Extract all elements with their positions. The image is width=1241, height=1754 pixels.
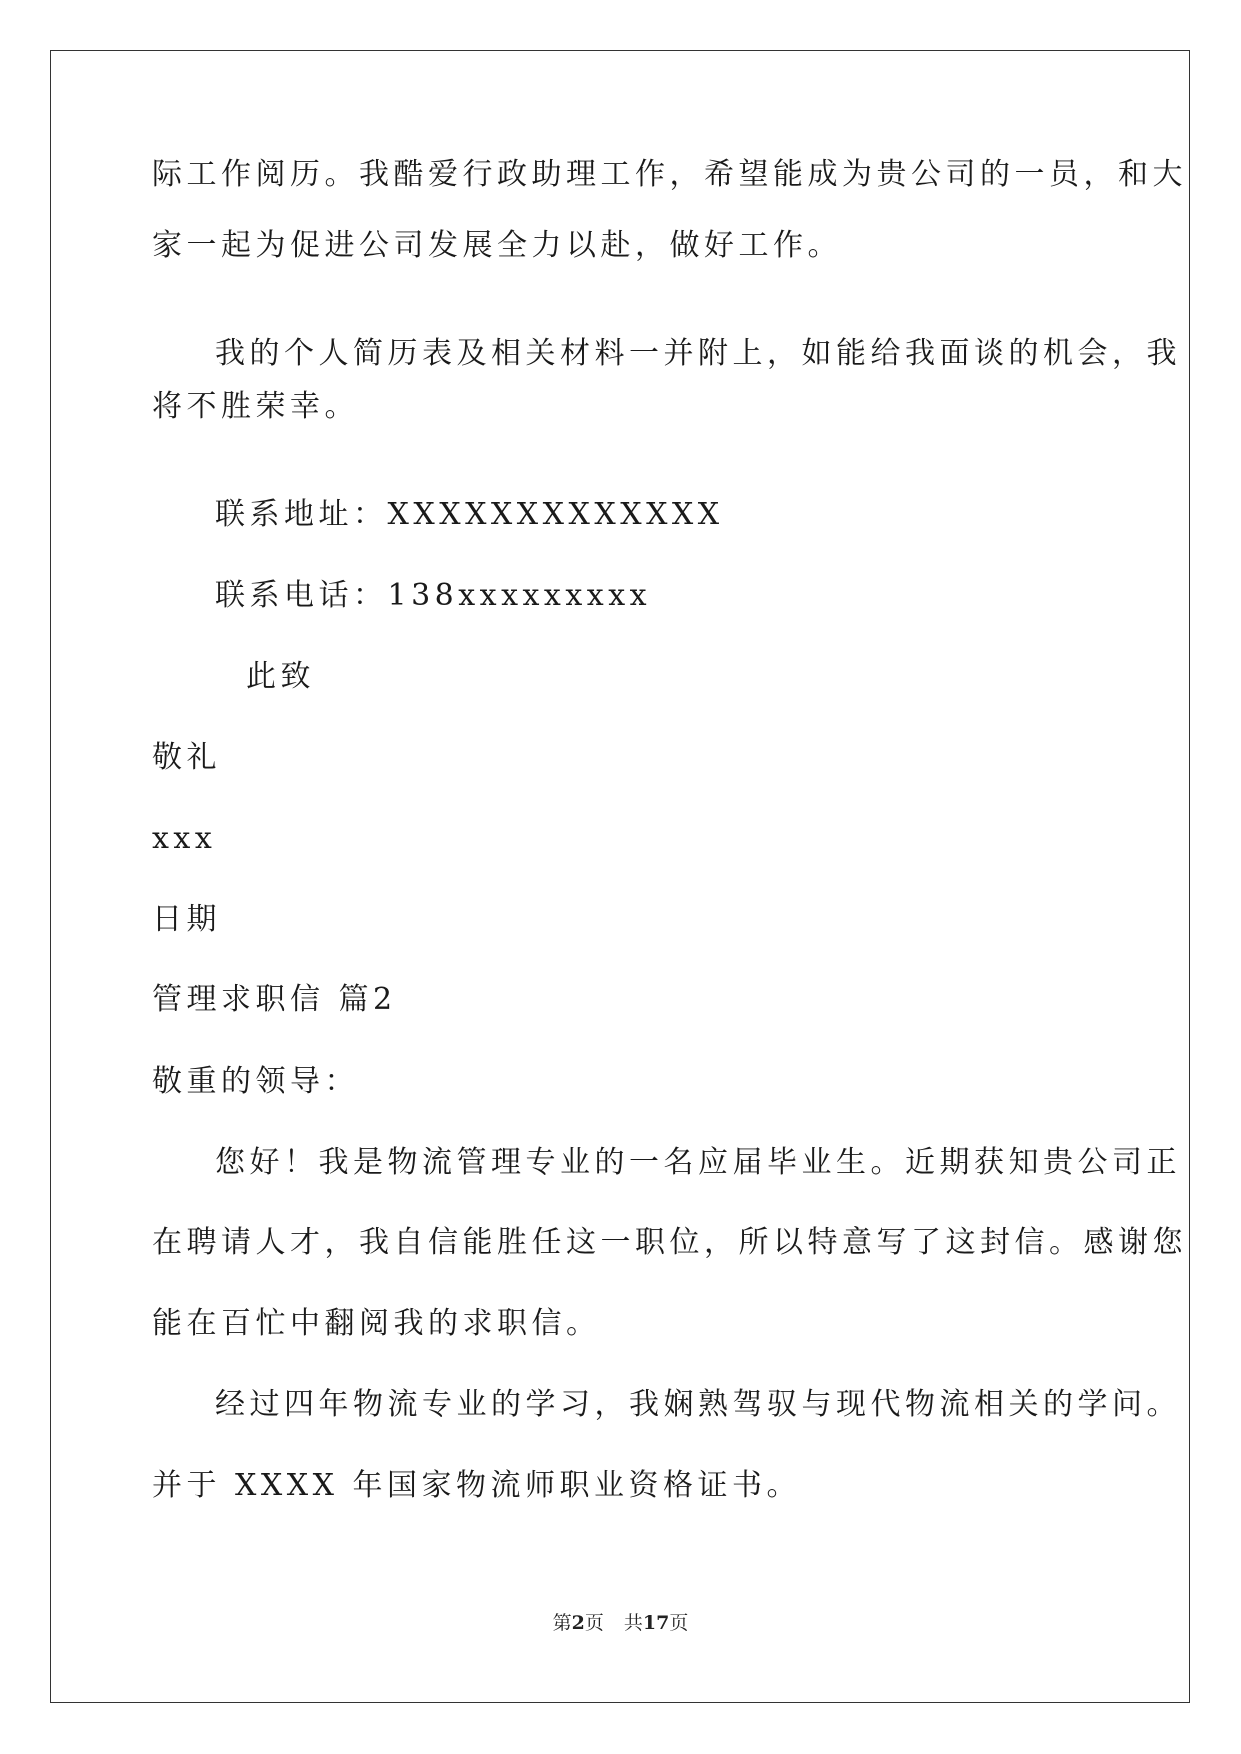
page-border (50, 50, 1190, 1703)
contact-address: 联系地址：XXXXXXXXXXXXX (215, 497, 724, 532)
paragraph-line: 并于 XXXX 年国家物流师职业资格证书。 (152, 1468, 802, 1503)
signature-date: 日期 (152, 902, 221, 937)
page-prefix: 第 (552, 1612, 572, 1634)
paragraph-line: 我的个人简历表及相关材料一并附上，如能给我面谈的机会，我 (215, 336, 1181, 371)
paragraph-line: 在聘请人才，我自信能胜任这一职位，所以特意写了这封信。感谢您 (152, 1225, 1187, 1260)
page-suffix: 页 (584, 1612, 604, 1634)
total-suffix: 页 (669, 1612, 689, 1634)
page-number: 2 (571, 1612, 585, 1634)
paragraph-line: 经过四年物流专业的学习，我娴熟驾驭与现代物流相关的学问。 (215, 1387, 1181, 1422)
paragraph-line: 际工作阅历。我酷爱行政助理工作，希望能成为贵公司的一员，和大 (152, 157, 1187, 192)
total-pages: 17 (642, 1612, 670, 1634)
paragraph-line: 能在百忙中翻阅我的求职信。 (152, 1306, 601, 1341)
total-prefix: 共 (623, 1612, 643, 1634)
signature-name: xxx (152, 821, 217, 856)
paragraph-line: 您好！我是物流管理专业的一名应届毕业生。近期获知贵公司正 (215, 1145, 1181, 1180)
contact-phone: 联系电话：138xxxxxxxxx (215, 578, 652, 613)
section-heading: 管理求职信 篇2 (152, 982, 397, 1017)
closing-salute: 此致 (246, 659, 315, 694)
paragraph-line: 将不胜荣幸。 (152, 389, 359, 424)
closing-regards: 敬礼 (152, 740, 221, 775)
paragraph-line: 家一起为促进公司发展全力以赴，做好工作。 (152, 228, 842, 263)
letter-greeting: 敬重的领导： (152, 1064, 359, 1099)
page-footer (0, 1610, 1241, 1636)
